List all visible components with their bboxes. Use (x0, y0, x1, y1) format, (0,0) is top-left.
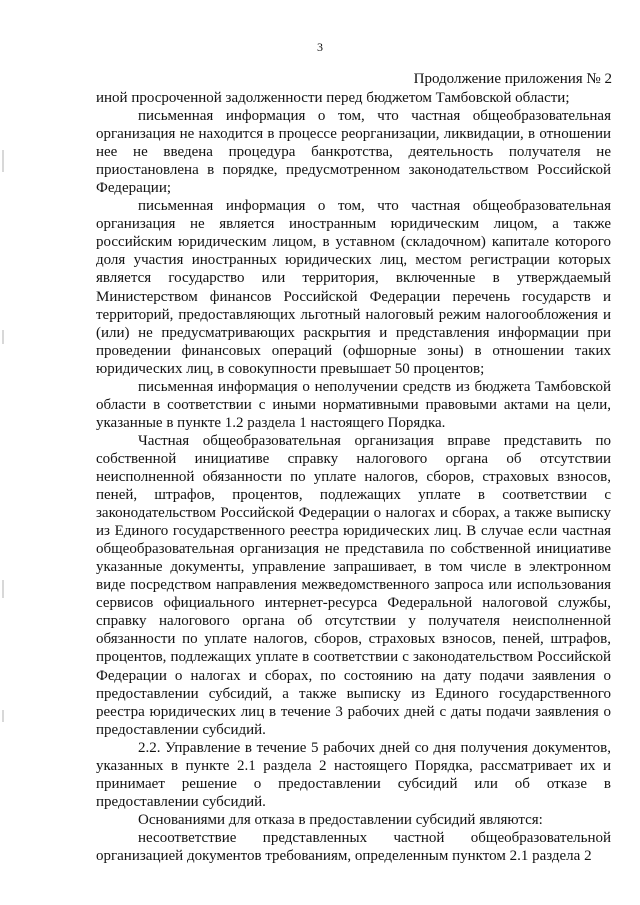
paragraph: письменная информация о том, что частная общеобразовательная организация не находится в процессе реорганизации, ликвидации, в отношении нее не введена процедура банкротства, деятельность получателя не приостановлена в порядке, предусмотренном законодательством Российской Федерации; (96, 108, 611, 197)
paragraph: 2.2. Управление в течение 5 рабочих дней со дня получения документов, указанных в пункте 2.1 раздела 2 настоящего Порядка, рассматривает их и принимает решение о предоставлении субсидий или об отказе в предоставлении субсидий. (96, 739, 611, 810)
paragraph: Частная общеобразовательная организация вправе представить по собственной инициативе справку налогового органа об отсутствии неисполненной обязанности по уплате налогов, сборов, страховых взносов, пеней, штрафов, процентов, подлежащих уплате в соответствии с законодательством Российской Федерации о налогах и сборах, а также выписку из Единого государственного реестра юридических лиц. В случае если частная общеобразовательная организация не представила по собственной инициативе указанные документы, управление запрашивает, в том числе в электронном виде посредством направления межведомственного запроса или использования сервисов официального интернет-ресурса Федеральной налоговой службы, справку налогового органа об отсутствии у получателя неисполненной обязанности по уплате налогов, сборов, страховых взносов, пеней, штрафов, процентов, подлежащих уплате в соответствии с законодательством Российской Федерации о налогах и сборах, по состоянию на дату подачи заявления о предоставлении субсидий, а также выписку из Единого государственного реестра юридических лиц в течение 3 рабочих дней с даты подачи заявления о предоставлении субсидий. (96, 432, 611, 738)
left-margin-marks (2, 150, 5, 750)
paragraph: Основаниями для отказа в предоставлении субсидий являются: (138, 811, 543, 828)
document-body (96, 89, 611, 865)
paragraph: письменная информация о том, что частная общеобразовательная организация не является иностранным юридическим лицом, а также российским юридическим лицом, в уставном (складочном) капитале которого доля участия иностранных юридических лиц, местом регистрации которых является государство или территория, включенные в утверждаемый Министерством финансов Российской Федерации перечень государств и территорий, предоставляющих льготный налоговый режим налогообложения и (или) не предусматривающих раскрытия и представления информации при проведении финансовых операций (офшорные зоны) в отношении таких юридических лиц, в совокупности превышает 50 процентов; (96, 198, 611, 377)
paragraph: письменная информация о неполучении средств из бюджета Тамбовской области в соответствии с иными нормативными правовыми актами на цели, указанные в пункте 1.2 раздела 1 настоящего Порядка. (96, 378, 611, 431)
appendix-continuation-note: Продолжение приложения № 2 (413, 71, 612, 87)
paragraph: иной просроченной задолженности перед бюджетом Тамбовской области; (96, 90, 570, 106)
paragraph: несоответствие представленных частной общеобразовательной организацией документов требованиям, определенным пунктом 2.1 раздела 2 (96, 829, 611, 864)
page-number: 3 (317, 40, 323, 54)
